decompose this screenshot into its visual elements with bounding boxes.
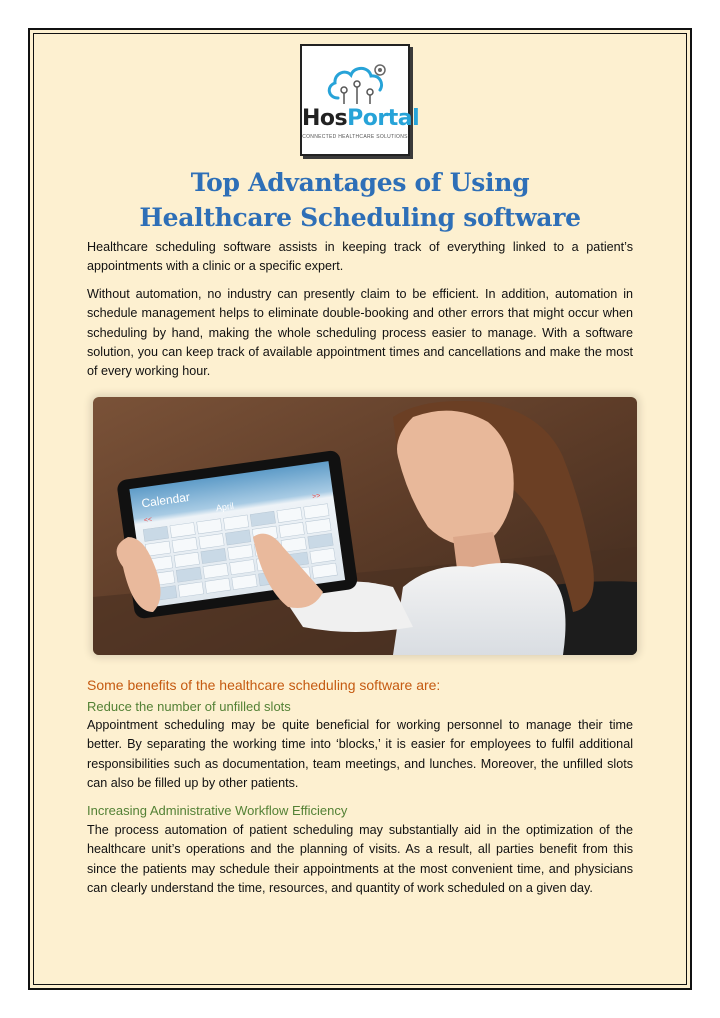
calendar-next: >> <box>311 492 321 501</box>
logo-brand-main: Hos <box>302 106 348 131</box>
benefits-heading: Some benefits of the healthcare scheduling software are: <box>87 677 441 693</box>
cloud-network-icon <box>324 60 390 106</box>
logo-tagline: CONNECTED HEALTHCARE SOLUTIONS <box>302 134 408 140</box>
tablet-calendar-photo <box>93 397 637 655</box>
benefit-2-title: Increasing Administrative Workflow Efficiency <box>87 803 348 818</box>
calendar-title: Calendar <box>140 489 191 511</box>
logo-wordmark <box>302 106 420 131</box>
logo-brand-accent: Portal <box>347 106 420 131</box>
benefit-1-body: Appointment scheduling may be quite beneficial for working personnel to manage their time better. By separating the working time into ‘blocks,’ it is easier for employees to fulfil additional responsibilities such as documentation, team meetings, and lunches. Moreover, the unfilled slots can also be filled up by other patients. <box>87 718 633 790</box>
intro-paragraph-2: Without automation, no industry can presently claim to be efficient. In addition, automation in schedule management helps to eliminate double-booking and other errors that might occur when scheduling by hand, making the whole scheduling process easier to manage. With a software solution, you can keep track of available appointment times and cancellations and make the most of every working hour. <box>87 287 633 379</box>
benefit-1-title: Reduce the number of unfilled slots <box>87 699 291 714</box>
page-title-line-1: Top Advantages of Using <box>190 168 530 197</box>
calendar-prev: << <box>143 516 153 525</box>
benefit-2-body: The process automation of patient scheduling may substantially aid in the optimization of the healthcare unit’s operations and the planning of visits. As a result, all parties benefit from this since the patients may schedule their appointments at the most convenient time, and physicians can clearly understand the time, resources, and quantity of work scheduled on a given day. <box>87 823 633 895</box>
hosportal-logo <box>300 44 420 156</box>
intro-paragraph-1: Healthcare scheduling software assists in keeping track of everything linked to a patient’s appointments with a clinic or a specific expert. <box>87 240 633 274</box>
calendar-month: April <box>215 500 235 514</box>
page-title-line-2: Healthcare Scheduling software <box>139 203 581 232</box>
